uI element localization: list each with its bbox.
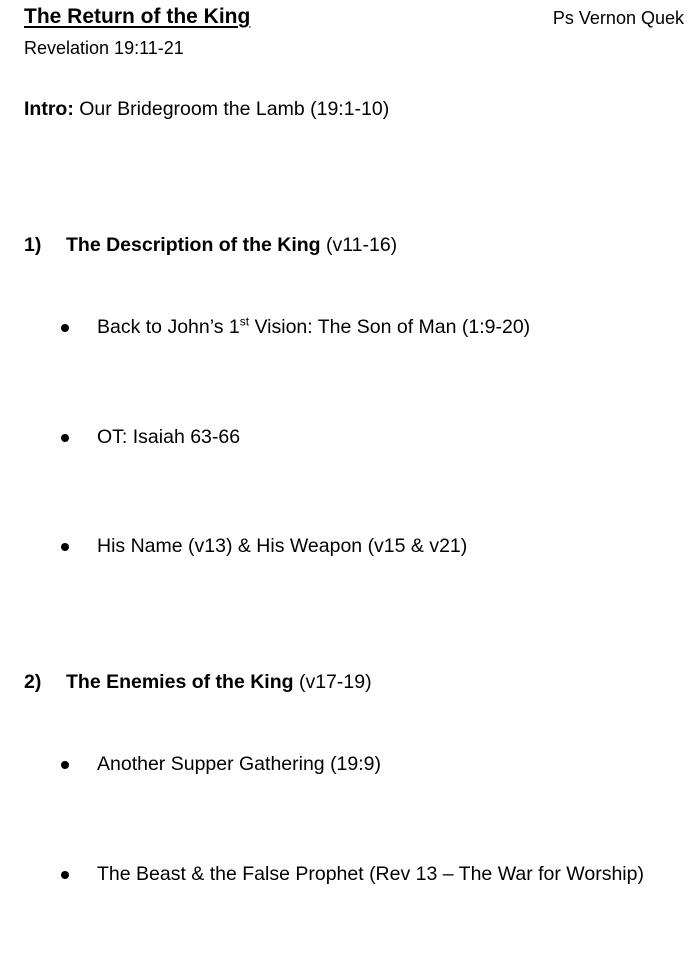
section-heading-1 (24, 234, 397, 257)
superscript: st (239, 314, 250, 329)
section-number: 1) (24, 234, 42, 256)
bullet-icon (61, 324, 69, 332)
intro-label: Intro: (24, 98, 74, 120)
section-heading-2 (24, 671, 372, 694)
section-title: The Description of the King (66, 234, 321, 256)
list-item: The Beast & the False Prophet (Rev 13 – The War for Worship) (97, 863, 644, 885)
section-reference: (v17-19) (298, 671, 372, 693)
bullet-icon (61, 543, 69, 551)
bullet-icon (61, 434, 69, 442)
section-reference: (v11-16) (326, 234, 398, 256)
bullet-icon (61, 871, 69, 879)
speaker-name: Ps Vernon Quek (552, 8, 684, 28)
intro-text: Our Bridegroom the Lamb (19:1-10) (79, 98, 390, 120)
section-number: 2) (24, 671, 42, 693)
section-title: The Enemies of the King (66, 671, 294, 693)
intro-line (24, 98, 389, 121)
scripture-passage: Revelation 19:11-21 (24, 38, 184, 58)
bullet-icon (61, 761, 69, 769)
list-item (97, 316, 530, 339)
list-item: Another Supper Gathering (19:9) (97, 753, 382, 775)
document-title: The Return of the King (24, 5, 251, 28)
list-item-text: Vision: The Son of Man (1:9-20) (249, 316, 531, 338)
list-item-text: Back to John’s 1 (97, 316, 240, 338)
list-item: His Name (v13) & His Weapon (v15 & v21) (97, 535, 468, 557)
list-item: OT: Isaiah 63-66 (97, 426, 241, 448)
